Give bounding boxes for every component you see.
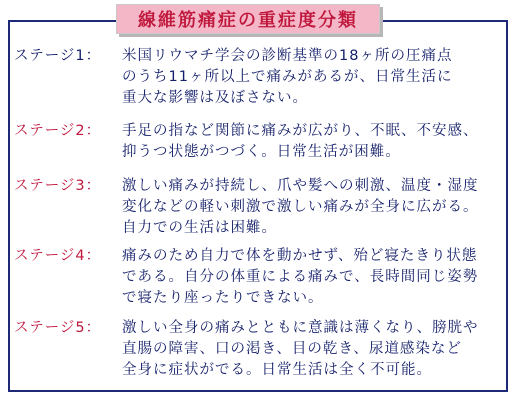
- description-line: 激しい全身の痛みとともに意識は薄くなり、膀胱や: [122, 320, 479, 336]
- stage-1: [14, 46, 508, 109]
- stage-description: [122, 176, 508, 239]
- stage-description: [122, 121, 508, 163]
- description-line: 米国リウマチ学会の診断基準の18ヶ所の圧痛点: [122, 48, 453, 64]
- stage-5: [14, 318, 508, 381]
- description-line: 手足の指など関節に痛みが広がり、不眠、不安感、: [122, 123, 479, 139]
- description-line: 全身に症状がでる。日常生活は全く不可能。: [122, 362, 432, 378]
- description-line: で寝たり座ったりできない。: [122, 290, 324, 306]
- page-title: 線維筋痛症の重症度分類: [116, 4, 380, 34]
- stage-label: ステージ3：: [14, 178, 102, 194]
- stage-2: [14, 121, 508, 163]
- stage-description: [122, 246, 508, 309]
- description-line: 重大な影響は及ぼさない。: [122, 90, 308, 106]
- stage-description: [122, 318, 508, 381]
- description-line: のうち11ヶ所以上で痛みがあるが、日常生活に: [122, 69, 453, 85]
- description-line: である。自分の体重による痛みで、長時間同じ姿勢: [122, 269, 479, 285]
- description-line: 直腸の障害、口の渇き、目の乾き、尿道感染など: [122, 341, 462, 357]
- stage-3: [14, 176, 508, 239]
- stage-4: [14, 246, 508, 309]
- stage-label: ステージ1：: [14, 48, 102, 64]
- description-line: 痛みのため自力で体を動かせず、殆ど寝たきり状態: [122, 248, 478, 264]
- description-line: 激しい痛みが持続し、爪や髪への刺激、温度・湿度: [122, 178, 479, 194]
- description-line: 抑うつ状態がつづく。日常生活が困難。: [122, 144, 401, 160]
- stage-description: [122, 46, 508, 109]
- description-line: 自力での生活は困難。: [122, 220, 277, 236]
- stage-label: ステージ2：: [14, 123, 102, 139]
- stage-label: ステージ5：: [14, 320, 102, 336]
- stage-label: ステージ4：: [14, 248, 102, 264]
- description-line: 変化などの軽い刺激で激しい痛みが全身に広がる。: [122, 199, 479, 215]
